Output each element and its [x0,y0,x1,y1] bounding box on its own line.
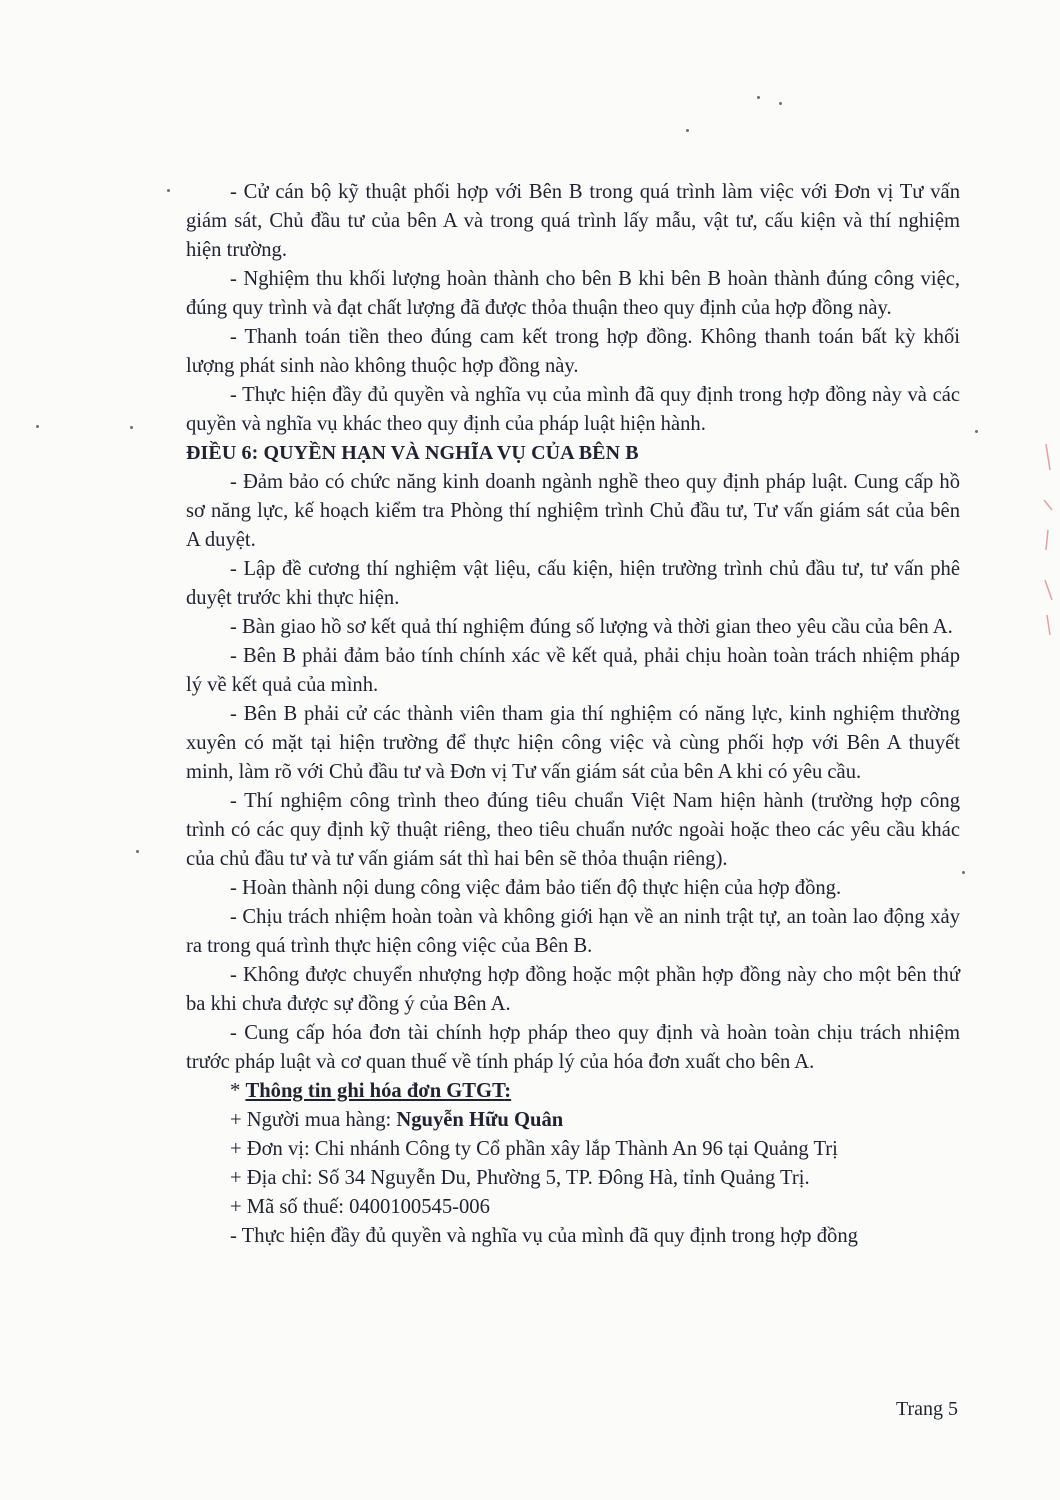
scan-speck [136,850,139,853]
invoice-info-title [186,1077,960,1106]
scan-speck [36,425,39,428]
paragraph: - Cử cán bộ kỹ thuật phối hợp với Bên B trong quá trình làm việc với Đơn vị Tư vấn giám sát, Chủ đầu tư của bên A và trong quá trình lấy mẫu, vật tư, cấu kiện và thí nghiệm hiện trường. [186,181,960,261]
invoice-tax-code: + Mã số thuế: 0400100545-006 [230,1196,490,1218]
scan-speck [757,96,760,99]
invoice-title-suffix: : [504,1080,512,1102]
invoice-title: Thông tin ghi hóa đơn GTGT [245,1080,505,1102]
scan-speck [130,426,133,429]
paragraph: - Thí nghiệm công trình theo đúng tiêu chuẩn Việt Nam hiện hành (trường hợp công trình có các quy định kỹ thuật riêng, theo tiêu chuẩn nước ngoài hoặc theo các yêu cầu khác của chủ đầu tư và tư vấn giám sát thì hai bên sẽ thỏa thuận riêng). [186,790,960,870]
margin-stamp-mark [1040,440,1058,640]
invoice-unit: + Đơn vị: Chi nhánh Công ty Cổ phần xây lắp Thành An 96 tại Quảng Trị [230,1138,838,1160]
document-body [186,178,960,1251]
paragraph: - Thực hiện đầy đủ quyền và nghĩa vụ của mình đã quy định trong hợp đồng [230,1225,858,1247]
paragraph: - Lập đề cương thí nghiệm vật liệu, cấu kiện, hiện trường trình chủ đầu tư, tư vấn phê duyệt trước khi thực hiện. [186,558,960,609]
paragraph: - Bên B phải đảm bảo tính chính xác về kết quả, phải chịu hoàn toàn trách nhiệm pháp lý về kết quả của mình. [186,645,960,696]
paragraph: - Bên B phải cử các thành viên tham gia thí nghiệm có năng lực, kinh nghiệm thường xuyên có mặt tại hiện trường để thực hiện công việc và cùng phối hợp với Bên A thuyết minh, làm rõ với Chủ đầu tư và Đơn vị Tư vấn giám sát của bên A khi có yêu cầu. [186,703,960,783]
paragraph: - Bàn giao hồ sơ kết quả thí nghiệm đúng số lượng và thời gian theo yêu cầu của bên A. [230,616,953,638]
invoice-address: + Địa chỉ: Số 34 Nguyễn Du, Phường 5, TP. Đông Hà, tỉnh Quảng Trị. [230,1167,810,1189]
scan-speck [962,871,965,874]
buyer-name: Nguyễn Hữu Quân [396,1109,564,1131]
scan-speck [167,189,170,192]
scan-speck [686,129,689,132]
scan-speck [975,430,978,433]
paragraph: - Nghiệm thu khối lượng hoàn thành cho bên B khi bên B hoàn thành đúng công việc, đúng quy trình và đạt chất lượng đã được thỏa thuận theo quy định của hợp đồng này. [186,268,960,319]
paragraph: - Đảm bảo có chức năng kinh doanh ngành nghề theo quy định pháp luật. Cung cấp hồ sơ năng lực, kế hoạch kiểm tra Phòng thí nghiệm trình Chủ đầu tư, Tư vấn giám sát của bên A duyệt. [186,471,960,551]
paragraph: - Không được chuyển nhượng hợp đồng hoặc một phần hợp đồng này cho một bên thứ ba khi chưa được sự đồng ý của Bên A. [186,964,960,1015]
paragraph: - Hoàn thành nội dung công việc đảm bảo tiến độ thực hiện của hợp đồng. [230,877,842,899]
scan-speck [779,102,782,105]
paragraph: - Thanh toán tiền theo đúng cam kết trong hợp đồng. Không thanh toán bất kỳ khối lượng phát sinh nào không thuộc hợp đồng này. [186,326,960,377]
buyer-label: + Người mua hàng: [230,1109,397,1131]
invoice-buyer [186,1106,960,1135]
paragraph: - Chịu trách nhiệm hoàn toàn và không giới hạn về an ninh trật tự, an toàn lao động xảy ra trong quá trình thực hiện công việc của Bên B. [186,906,960,957]
paragraph: - Cung cấp hóa đơn tài chính hợp pháp theo quy định và hoàn toàn chịu trách nhiệm trước pháp luật và cơ quan thuế về tính pháp lý của hóa đơn xuất cho bên A. [186,1022,960,1073]
invoice-title-prefix: * [230,1080,246,1102]
paragraph: - Thực hiện đầy đủ quyền và nghĩa vụ của mình đã quy định trong hợp đồng này và các quyền và nghĩa vụ khác theo quy định của pháp luật hiện hành. [186,384,960,435]
page-number: Trang 5 [896,1398,959,1420]
section-heading: ĐIỀU 6: QUYỀN HẠN VÀ NGHĨA VỤ CỦA BÊN B [186,442,639,464]
